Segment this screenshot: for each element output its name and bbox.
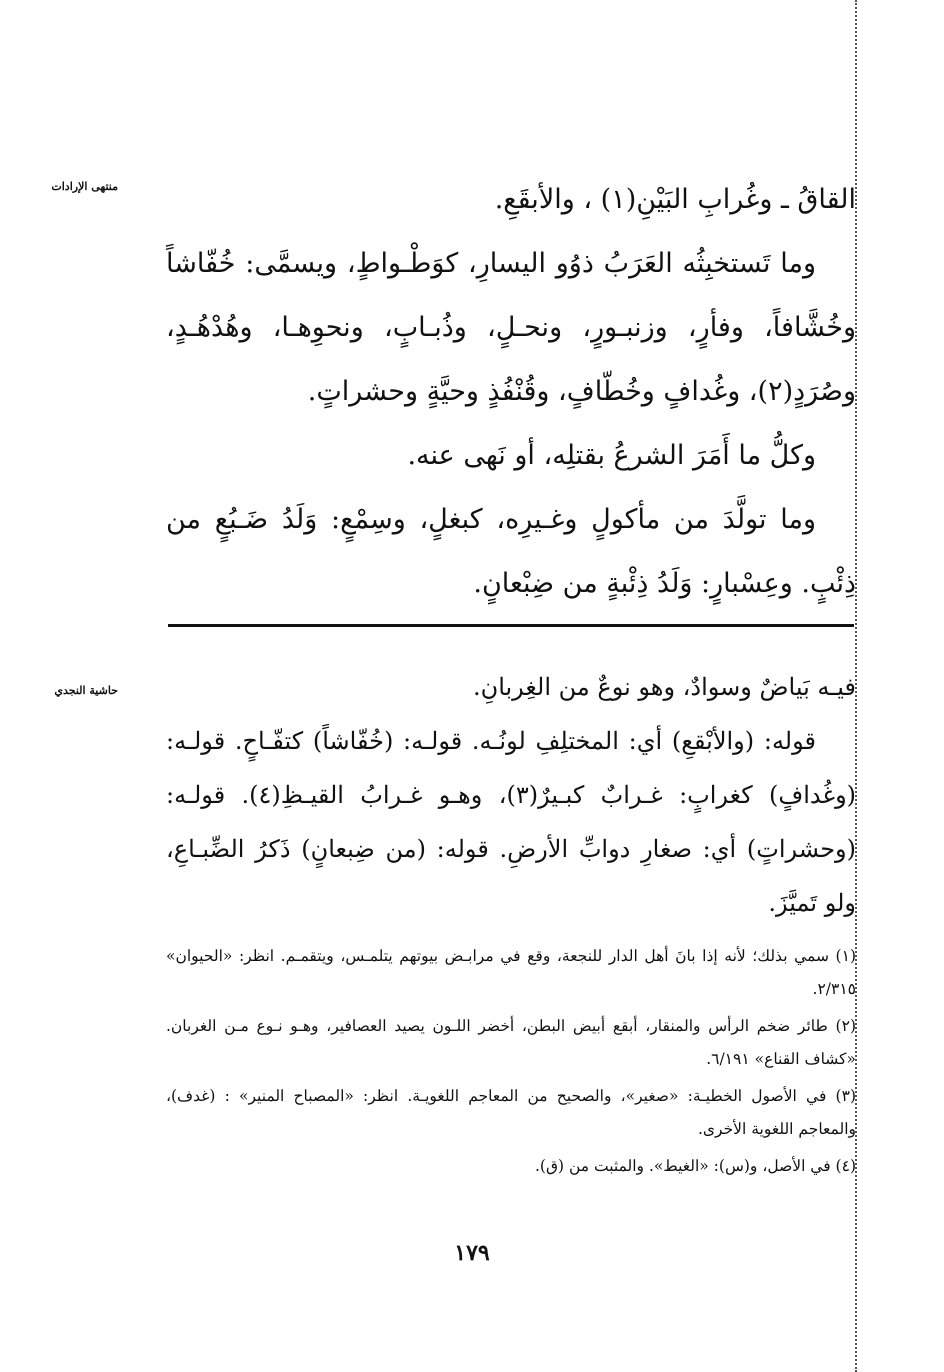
section-divider bbox=[168, 624, 854, 627]
footnote: (٤) في الأصل، و(س): «الغيط». والمثبت من (ق). bbox=[534, 1157, 856, 1175]
margin-label-hashiya: حاشية النجدي bbox=[54, 684, 118, 697]
main-paragraph: وكلُّ ما أَمَرَ الشرعُ بقتلِه، أو نَهى عنه. bbox=[407, 440, 816, 471]
hashiya-paragraph: قوله: (والأبْقعِ) أي: المختلِفِ لونُـه. قولـه: (خُفّاشاً) كتفّـاحٍ. قولـه: (وغُدافٍ) كغرابٍ: غـرابٌ كبـيرٌ(٣)، وهـو غـرابُ القيـظِ(٤). قولـه: (وحشراتٍ) أي: صغارِ دوابِّ الأرضِ. قوله: (من ضِبعانٍ) ذَكرُ الضِّبـاعِ، ولو تَميَّزَ. bbox=[166, 727, 857, 917]
page-number: ١٧٩ bbox=[454, 1240, 490, 1266]
footnote: (٣) في الأصول الخطيـة: «صغير»، والصحيح من المعاجم اللغويـة. انظر: «المصباح المنير» : (غدف)، والمعاجم اللغوية الأخرى. bbox=[166, 1087, 856, 1138]
main-paragraph: القاقُ ـ وغُرابِ البَيْنِ(١) ، والأبقَعِ. bbox=[494, 184, 856, 215]
main-paragraph: وما تَستخبِثُه العَرَبُ ذوُو اليسارِ، كوَطْـواطٍ، ويسمَّى: خُفّاشاً وخُشَّافاً، وفأرٍ، وزنبـورٍ، ونحـلٍ، وذُبـابٍ، ونحوِهـا، وهُدْهُـدٍ، وصُرَدٍ(٢)، وغُدافٍ وخُطّافٍ، وقُنْفُذٍ وحيَّةٍ وحشراتٍ. bbox=[166, 248, 856, 407]
main-text-block bbox=[166, 168, 856, 616]
margin-label-matn: منتهى الإرادات bbox=[51, 180, 118, 193]
footnotes-block bbox=[166, 940, 856, 1187]
hashiya-paragraph: فيـه بَياضٌ وسوادٌ، وهو نوعٌ من الغِربانِ. bbox=[472, 673, 856, 701]
footnote: (٢) طائر ضخم الرأس والمنقار، أبقع أبيض البطن، أخضر اللـون يصيد العصافير، وهـو نـوع مـن الغربان. «كشاف القناع» ٦/١٩١. bbox=[166, 1017, 856, 1068]
main-paragraph: وما تولَّدَ من مأكولٍ وغـيرِه، كبغلٍ، وسِمْعٍ: وَلَدُ ضَـبُعٍ من ذِئْبٍ. وعِسْبارٍ: وَلَدُ ذِئْبةٍ من ضِبْعانٍ. bbox=[166, 504, 856, 599]
footnote: (١) سمي بذلك؛ لأنه إذا بانَ أهل الدار للنجعة، وقع في مرابـض بيوتهم يتلمـس، ويتقمـم. انظر: «الحيوان» ٢/٣١٥. bbox=[166, 947, 856, 998]
hashiya-block bbox=[166, 660, 856, 930]
